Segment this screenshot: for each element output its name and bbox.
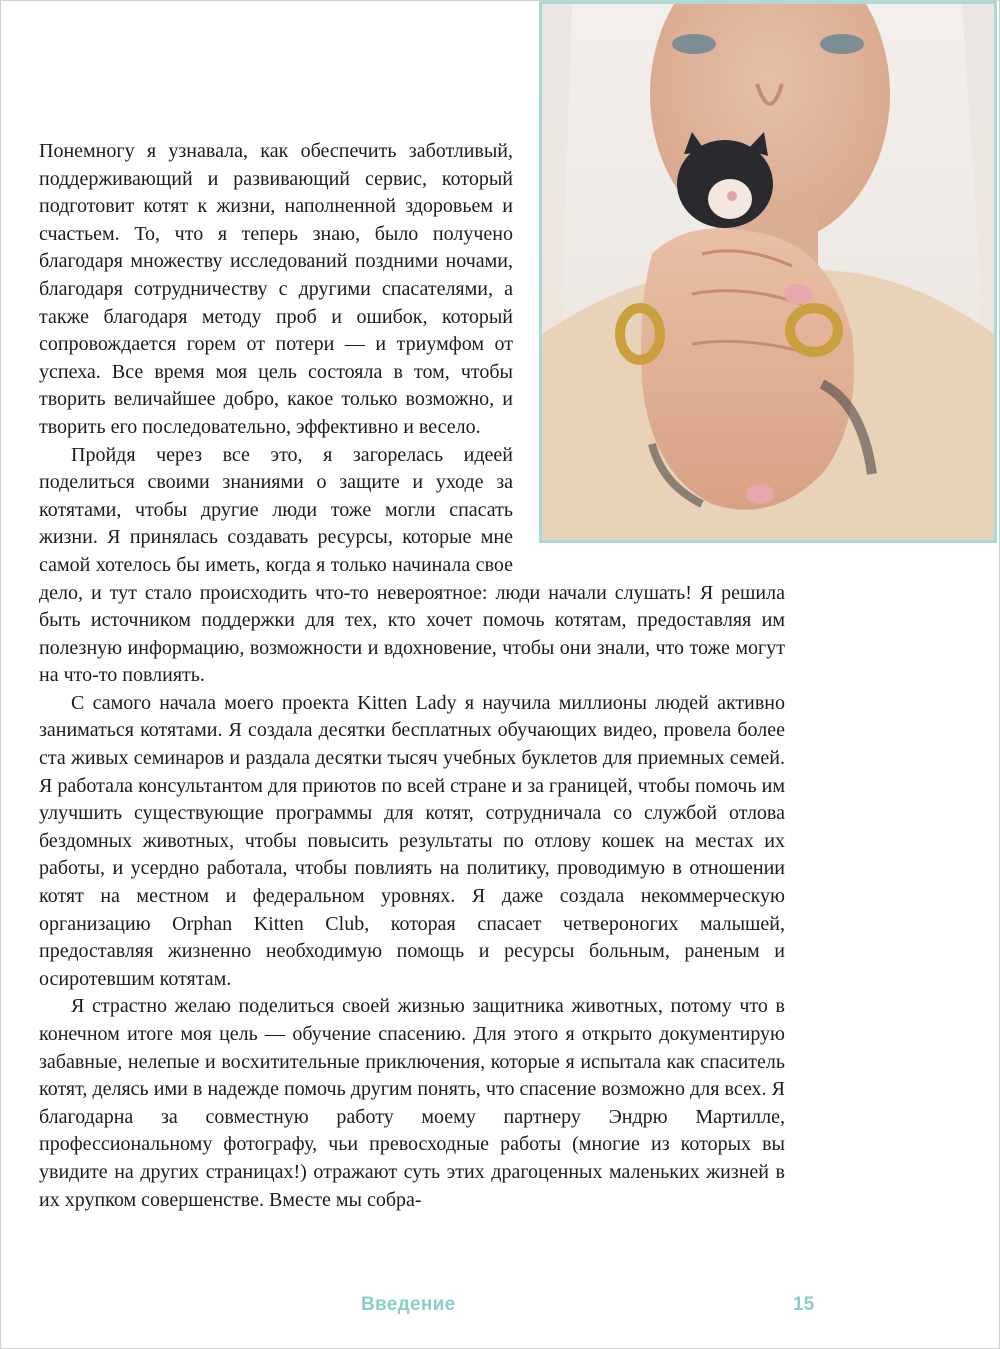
paragraph-1: Понемногу я узнавала, как обеспечить заботливый, поддерживающий и развивающий сервис, который подготовит котят к жизни, наполненной здоровьем и счастьем. То, что я теперь знаю, было получено благодаря множеству исследований поздними ночами, благодаря сотрудничеству с другими спасателями, а также благодаря методу проб и ошибок, который сопровождается горем от потери — и триумфом от успеха. Все время моя цель состояла в том, чтобы творить величайшее добро, какое только возможно, и творить его последовательно, эффективно и весело. — [39, 140, 513, 438]
paragraph-2: Пройдя через все это, я загорелась идеей поделиться своими знаниями о защите и уходе за котятами, чтобы другие люди тоже могли спасать жизни. Я принялась создавать ресурсы, которые мне самой хотелось бы иметь, когда я только начинала свое дело, и тут стало происходить что-то невероятное: люди начали слушать! Я решила быть источником поддержки для тех, кто хочет помочь котятам, предоставляя им полезную информацию, возможности и вдохновение, чтобы они знали, что тоже могут на что-то повлиять. — [39, 443, 785, 687]
footer-section-title: Введение — [361, 1294, 456, 1315]
page-number: 15 — [793, 1294, 815, 1315]
paragraph-4: Я страстно желаю поделиться своей жизнью защитника животных, потому что в конечном итоге моя цель — обучение спасению. Для этого я открыто документирую забавные, нелепые и восхитительные приключения, которые я испытала как спаситель котят, делясь ими в надежде помочь другим понять, что спасение возможно для всех. Я благодарна за совместную работу моему партнеру Эндрю Мартилле, профессиональному фотографу, чьи превосходные работы (многие из которых вы увидите на других страницах!) отражают суть этих драгоценных маленьких жизней в их хрупком совершенстве. Вместе мы собра- — [39, 995, 785, 1211]
body-text — [39, 1, 785, 1214]
photo-wrap-space — [513, 1, 785, 569]
paragraph-3: С самого начала моего проекта Kitten Lady я научила миллионы людей активно заниматься котятами. Я создала десятки бесплатных обучающих видео, провела более ста живых семинаров и раздала десятки тысяч учебных буклетов для приемных семей. Я работала консультантом для приютов по всей стране и за границей, чтобы помочь им улучшить существующие программы для котят, сотрудничала со службой отлова бездомных животных, чтобы повысить результаты по отлову кошек на местах их работы, и усердно работала, чтобы повлиять на политику, проводимую в отношении котят на местном и федеральном уровнях. Я даже создала некоммерческую организацию Orphan Kitten Club, которая спасает четвероногих малышей, предоставляя жизненно необходимую помощь и ресурсы больным, раненым и осиротевшим котятам. — [39, 691, 785, 990]
